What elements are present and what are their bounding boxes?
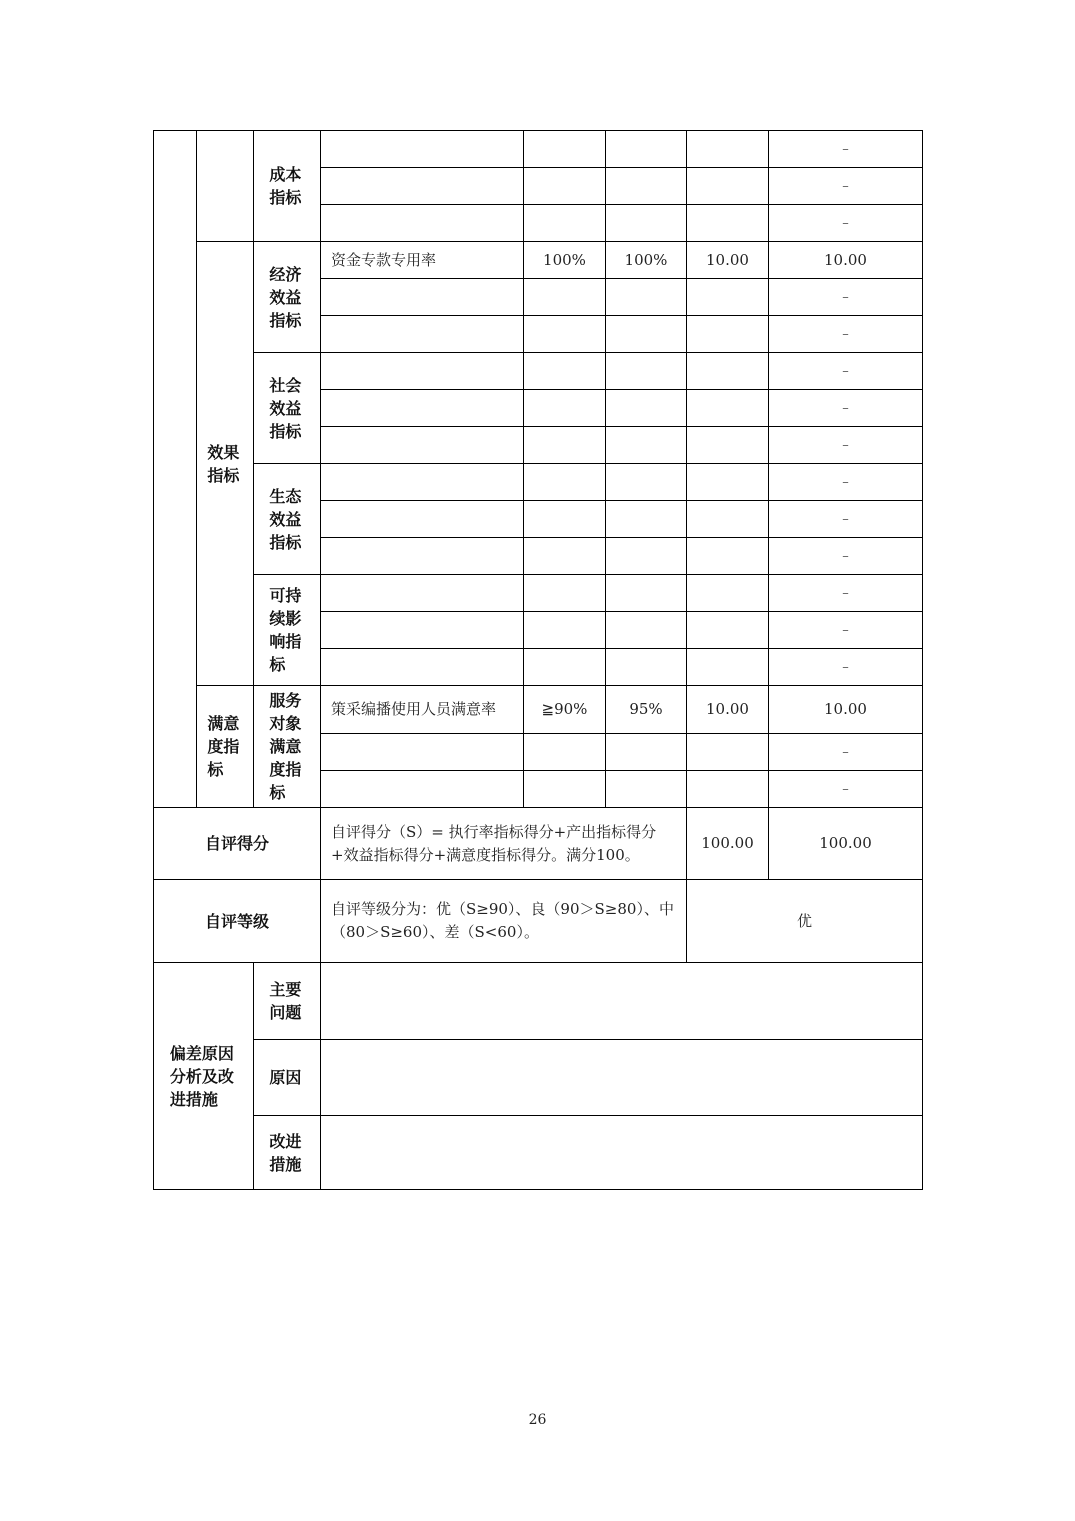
performance-table [153,130,923,1190]
group-satisfaction: 满意度指标 [197,686,254,808]
category-economic: 经济效益指标 [254,242,321,353]
indicator-weight: 10.00 [687,686,769,734]
deviation-row [154,1040,923,1116]
reasons-content [321,1040,923,1116]
deviation-row [154,963,923,1040]
main-problems-content [321,963,923,1040]
category-service-satisfaction: 服务对象满意度指标 [254,686,321,808]
category-ecological: 生态效益指标 [254,464,321,575]
self-score-value: 100.00 [769,808,923,880]
self-score-row [154,808,923,880]
indicator-name-cell [321,131,524,168]
score-dash: – [769,612,923,649]
indicator-target: 100% [524,242,606,279]
indicator-score: 10.00 [769,686,923,734]
score-dash: – [769,168,923,205]
indicator-name: 资金专款专用率 [321,242,524,279]
indicator-target: ≧90% [524,686,606,734]
category-social: 社会效益指标 [254,353,321,464]
self-score-formula: 自评得分（S）= 执行率指标得分+产出指标得分+效益指标得分+满意度指标得分。满分100。 [321,808,687,880]
indicator-actual: 100% [606,242,687,279]
score-dash: – [769,501,923,538]
table-row [154,464,923,501]
self-grade-label: 自评等级 [154,880,321,963]
measures-content [321,1116,923,1190]
category-cost: 成本指标 [254,131,321,242]
table-row [154,686,923,734]
score-dash: – [769,771,923,808]
measures-label: 改进措施 [254,1116,321,1190]
indicator-name: 策采编播使用人员满意率 [321,686,524,734]
score-dash: – [769,538,923,575]
score-dash: – [769,205,923,242]
score-dash: – [769,734,923,771]
main-problems-label: 主要问题 [254,963,321,1040]
page-number: 26 [528,1412,547,1428]
indicator-weight: 10.00 [687,242,769,279]
indicator-actual: 95% [606,686,687,734]
reasons-label: 原因 [254,1040,321,1116]
indicator-score: 10.00 [769,242,923,279]
score-dash: – [769,131,923,168]
table-row [154,353,923,390]
blank-first-column-cell [154,131,197,808]
table-row [154,575,923,612]
table-row [154,242,923,279]
score-dash: – [769,464,923,501]
score-dash: – [769,575,923,612]
score-dash: – [769,316,923,353]
score-dash: – [769,390,923,427]
group-effect: 效果指标 [197,242,254,686]
category-sustainable: 可持续影响指标 [254,575,321,686]
score-dash: – [769,279,923,316]
self-grade-rule: 自评等级分为：优（S≥90）、良（90＞S≥80）、中（80＞S≥60）、差（S<60）。 [321,880,687,963]
self-grade-row [154,880,923,963]
self-grade-value: 优 [687,880,923,963]
self-score-weight: 100.00 [687,808,769,880]
score-dash: – [769,353,923,390]
deviation-label: 偏差原因分析及改进措施 [154,963,254,1190]
deviation-row [154,1116,923,1190]
score-dash: – [769,427,923,464]
blank-group-cell [197,131,254,242]
table-row [154,131,923,168]
score-dash: – [769,649,923,686]
self-score-label: 自评得分 [154,808,321,880]
